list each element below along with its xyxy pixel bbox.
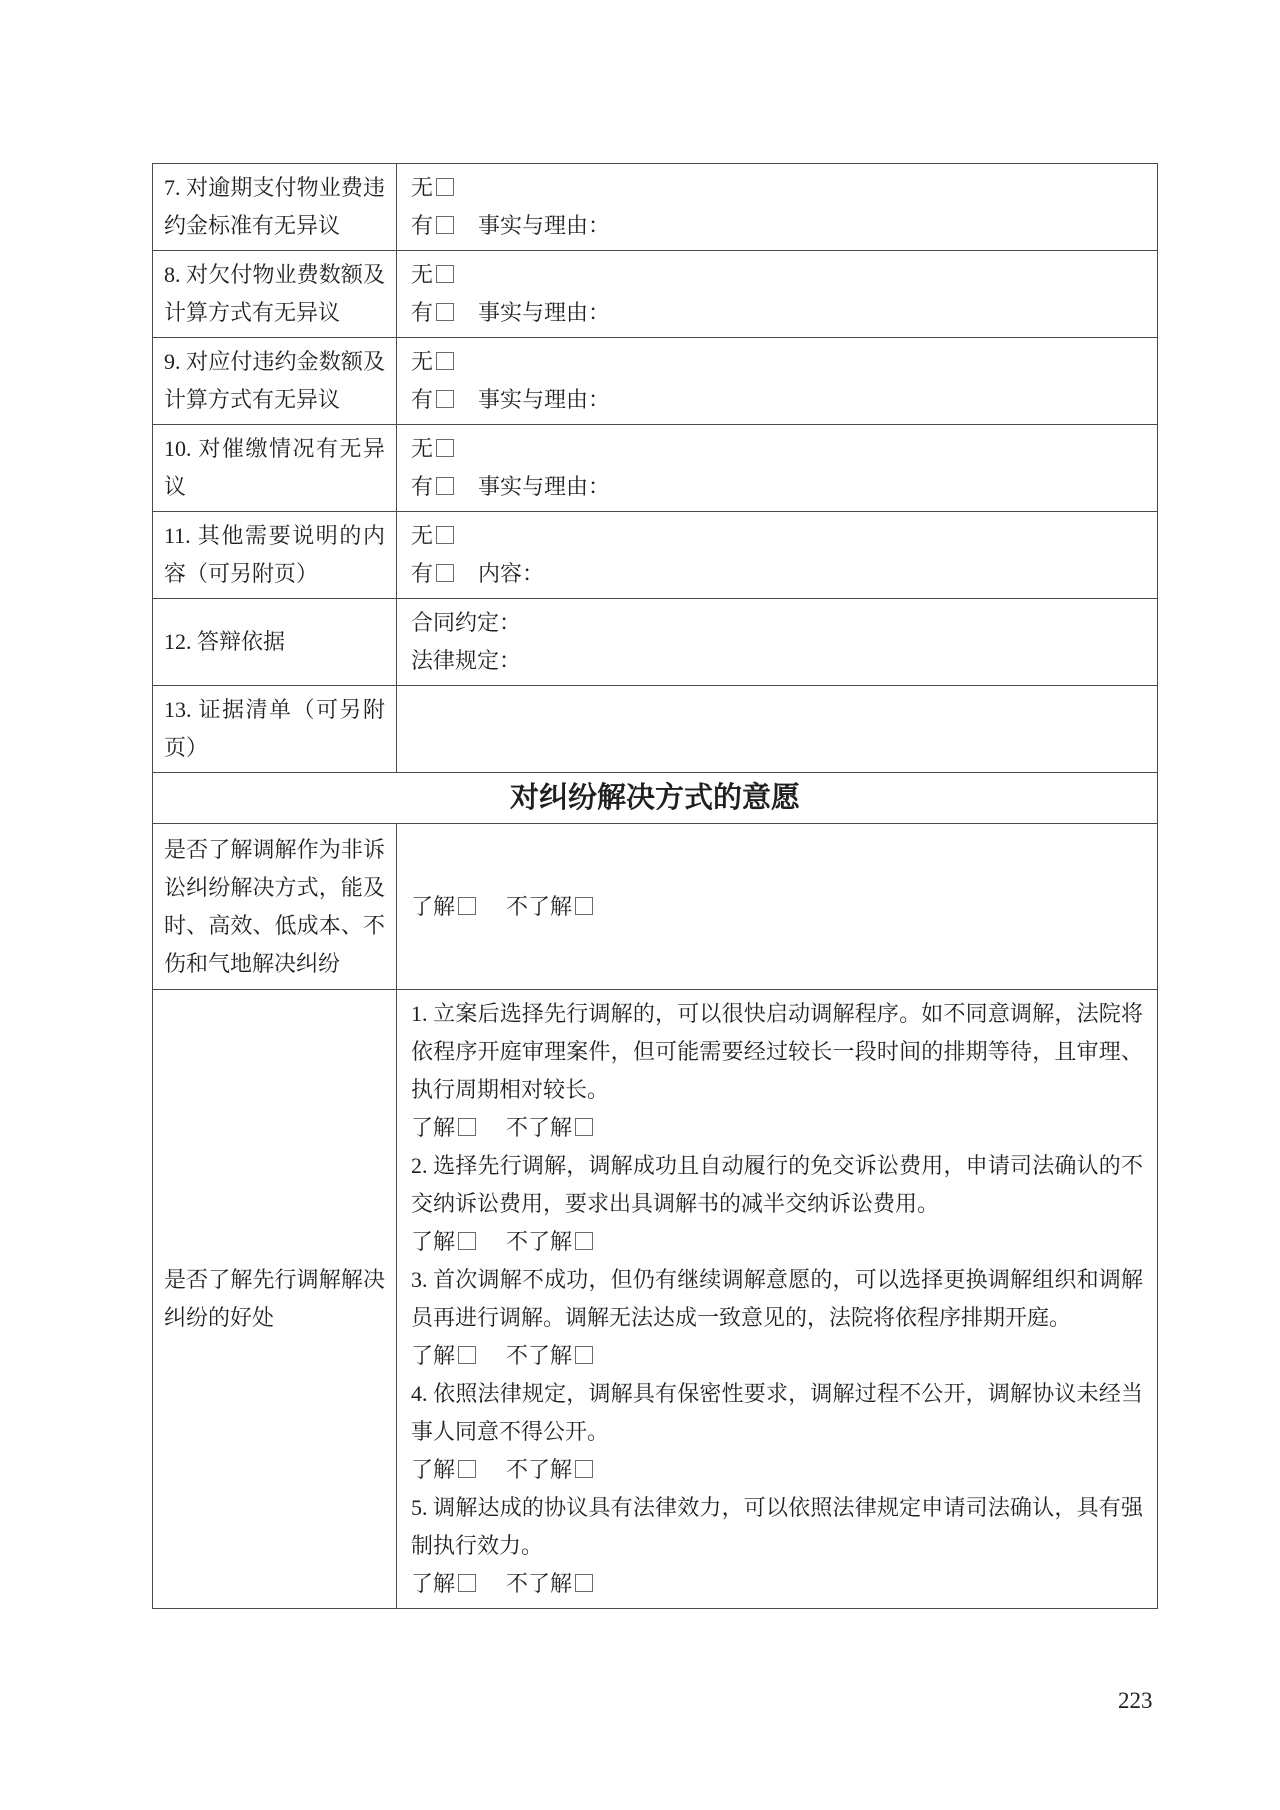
option-line-has — [411, 294, 1143, 332]
know-checkbox[interactable] — [458, 1346, 476, 1364]
row12-answer-cell — [397, 599, 1157, 685]
has-checkbox[interactable] — [436, 303, 454, 321]
none-checkbox[interactable] — [436, 265, 454, 283]
not-know-label: 不了解 — [506, 1571, 573, 1596]
option-line-none — [411, 256, 1143, 294]
benefit-item-3: 3. 首次调解不成功，但仍有继续调解意愿的，可以选择更换调解组织和调解员再进行调解。调解无法达成一致意见的，法院将依程序排期开庭。 — [411, 1267, 1143, 1330]
section-header-row — [153, 772, 1157, 823]
has-label: 有 — [411, 213, 434, 238]
not-know-checkbox[interactable] — [575, 897, 593, 915]
none-label: 无 — [411, 349, 434, 374]
page-number: 223 — [1118, 1688, 1153, 1713]
has-checkbox[interactable] — [436, 216, 454, 234]
row10-label: 10. 对催缴情况有无异议 — [153, 425, 397, 511]
awareness-answer-cell — [397, 824, 1157, 989]
know-options-line — [411, 1109, 1143, 1147]
table-row-objection-payment-reminder — [153, 424, 1157, 511]
has-checkbox[interactable] — [436, 564, 454, 582]
know-label: 了解 — [411, 1571, 456, 1596]
has-label: 有 — [411, 387, 434, 412]
know-checkbox[interactable] — [458, 1460, 476, 1478]
none-label: 无 — [411, 523, 434, 548]
know-checkbox[interactable] — [458, 897, 476, 915]
row10-answer-cell — [397, 425, 1157, 511]
none-label: 无 — [411, 175, 434, 200]
know-options-line — [411, 1565, 1143, 1603]
know-label: 了解 — [411, 1229, 456, 1254]
benefit-item-2: 2. 选择先行调解，调解成功且自动履行的免交诉讼费用，申请司法确认的不交纳诉讼费用，要求出具调解书的减半交纳诉讼费用。 — [411, 1153, 1143, 1216]
option-line-has — [411, 555, 1143, 593]
none-label: 无 — [411, 436, 434, 461]
row11-answer-cell — [397, 512, 1157, 598]
know-label: 了解 — [411, 1115, 456, 1140]
none-label: 无 — [411, 262, 434, 287]
has-label: 有 — [411, 300, 434, 325]
has-checkbox[interactable] — [436, 390, 454, 408]
row9-label: 9. 对应付违约金数额及计算方式有无异议 — [153, 338, 397, 424]
option-line-none — [411, 169, 1143, 207]
know-options-line — [411, 1337, 1143, 1375]
know-label: 了解 — [411, 893, 456, 919]
row13-answer-cell — [397, 686, 1157, 772]
has-label: 有 — [411, 561, 434, 586]
benefit-item-4: 4. 依照法律规定，调解具有保密性要求，调解过程不公开，调解协议未经当事人同意不得公开。 — [411, 1381, 1143, 1444]
option-line-none — [411, 517, 1143, 555]
table-row-objection-late-fee — [153, 164, 1157, 250]
not-know-label: 不了解 — [506, 1229, 573, 1254]
row12-label: 12. 答辩依据 — [153, 599, 397, 685]
none-checkbox[interactable] — [436, 178, 454, 196]
option-line-none — [411, 430, 1143, 468]
not-know-label: 不了解 — [506, 1343, 573, 1368]
table-row-objection-penalty-amount — [153, 337, 1157, 424]
none-checkbox[interactable] — [436, 526, 454, 544]
not-know-label: 不了解 — [506, 1457, 573, 1482]
none-checkbox[interactable] — [436, 352, 454, 370]
know-label: 了解 — [411, 1457, 456, 1482]
not-know-checkbox[interactable] — [575, 1118, 593, 1136]
table-row-other-notes — [153, 511, 1157, 598]
know-checkbox[interactable] — [458, 1232, 476, 1250]
benefit-item-5: 5. 调解达成的协议具有法律效力，可以依照法律规定申请司法确认，具有强制执行效力。 — [411, 1495, 1143, 1558]
not-know-checkbox[interactable] — [575, 1460, 593, 1478]
table-row-defense-basis — [153, 598, 1157, 685]
table-row-objection-owed-amount — [153, 250, 1157, 337]
content-label: 内容： — [478, 561, 545, 586]
table-row-mediation-awareness — [153, 823, 1157, 989]
contract-agreement-line: 合同约定： — [411, 610, 522, 635]
not-know-checkbox[interactable] — [575, 1346, 593, 1364]
know-checkbox[interactable] — [458, 1574, 476, 1592]
option-line-none — [411, 343, 1143, 381]
not-know-label: 不了解 — [506, 1115, 573, 1140]
option-line-has — [411, 381, 1143, 419]
has-label: 有 — [411, 474, 434, 499]
know-options-line — [411, 1223, 1143, 1261]
table-row-evidence-list — [153, 685, 1157, 772]
facts-reasons-label: 事实与理由： — [478, 387, 611, 412]
row11-label: 11. 其他需要说明的内容（可另附页） — [153, 512, 397, 598]
know-checkbox[interactable] — [458, 1118, 476, 1136]
section-title: 对纠纷解决方式的意愿 — [509, 782, 800, 814]
not-know-label: 不了解 — [506, 893, 573, 919]
benefits-label: 是否了解先行调解解决纠纷的好处 — [153, 990, 397, 1608]
facts-reasons-label: 事实与理由： — [478, 300, 611, 325]
option-line-has — [411, 468, 1143, 506]
table-row-mediation-benefits — [153, 989, 1157, 1608]
has-checkbox[interactable] — [436, 477, 454, 495]
know-label: 了解 — [411, 1343, 456, 1368]
row7-label: 7. 对逾期支付物业费违约金标准有无异议 — [153, 164, 397, 250]
not-know-checkbox[interactable] — [575, 1232, 593, 1250]
know-options-line — [411, 1451, 1143, 1489]
row8-answer-cell — [397, 251, 1157, 337]
row9-answer-cell — [397, 338, 1157, 424]
row7-answer-cell — [397, 164, 1157, 250]
none-checkbox[interactable] — [436, 439, 454, 457]
legal-provision-line: 法律规定： — [411, 648, 522, 673]
awareness-label: 是否了解调解作为非诉讼纠纷解决方式，能及时、高效、低成本、不伤和气地解决纠纷 — [153, 824, 397, 989]
benefit-item-1: 1. 立案后选择先行调解的，可以很快启动调解程序。如不同意调解，法院将依程序开庭审理案件，但可能需要经过较长一段时间的排期等待，且审理、执行周期相对较长。 — [411, 1001, 1143, 1102]
row13-label: 13. 证据清单（可另附页） — [153, 686, 397, 772]
option-line-has — [411, 207, 1143, 245]
facts-reasons-label: 事实与理由： — [478, 213, 611, 238]
defense-opinion-form-table — [152, 163, 1158, 1609]
not-know-checkbox[interactable] — [575, 1574, 593, 1592]
know-options-line — [411, 888, 1143, 926]
row8-label: 8. 对欠付物业费数额及计算方式有无异议 — [153, 251, 397, 337]
facts-reasons-label: 事实与理由： — [478, 474, 611, 499]
benefits-answer-cell — [397, 990, 1157, 1608]
